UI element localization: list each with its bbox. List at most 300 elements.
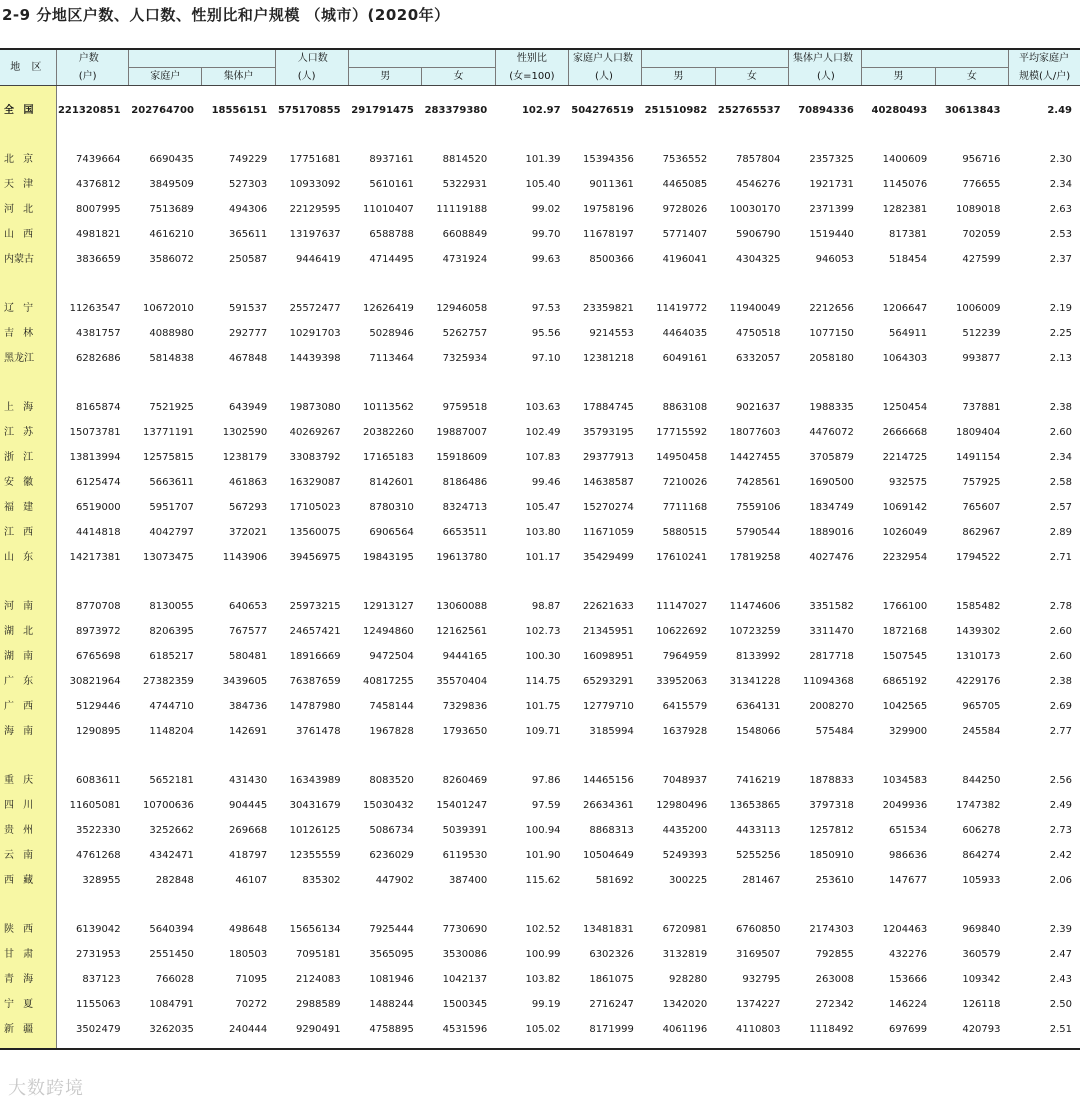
region-name: 北 京	[0, 147, 56, 172]
table-cell: 4061196	[662, 1024, 708, 1035]
table-cell: 13653865	[729, 800, 781, 811]
table-cell: 4196041	[662, 254, 708, 265]
table-cell: 1042137	[442, 974, 488, 985]
table-cell: 3849509	[149, 179, 194, 190]
region-name: 天 津	[0, 172, 56, 197]
table-cell: 10291703	[289, 328, 341, 339]
table-row	[0, 669, 1080, 694]
spacer-row	[0, 272, 1080, 296]
table-cell: 15073781	[69, 427, 121, 438]
table-cell: 97.86	[531, 775, 561, 786]
region-name: 甘 肃	[0, 942, 56, 967]
table-cell: 14439398	[289, 353, 341, 364]
table-cell: 105.40	[525, 179, 561, 190]
table-cell: 7964959	[662, 651, 708, 662]
table-cell: 518454	[889, 254, 928, 265]
table-cell: 2.53	[1049, 229, 1072, 240]
table-cell: 10504649	[582, 850, 634, 861]
table-cell: 4110803	[735, 1024, 781, 1035]
table-cell: 4476072	[809, 427, 854, 438]
table-cell: 6906564	[369, 527, 414, 538]
table-cell: 4464035	[662, 328, 708, 339]
table-cell: 328955	[82, 875, 121, 886]
table-cell: 6765698	[76, 651, 121, 662]
table-cell: 1988335	[809, 402, 854, 413]
table-cell: 737881	[962, 402, 1001, 413]
table-cell: 329900	[889, 726, 928, 737]
table-cell: 767577	[229, 626, 268, 637]
table-cell: 8863108	[662, 402, 708, 413]
region-name: 广 西	[0, 694, 56, 719]
table-cell: 7113464	[369, 353, 414, 364]
table-cell: 17715592	[656, 427, 708, 438]
table-cell: 365611	[229, 229, 268, 240]
table-cell: 8142601	[369, 477, 414, 488]
table-cell: 16343989	[289, 775, 341, 786]
table-cell: 15394356	[582, 154, 634, 165]
table-cell: 14427455	[729, 452, 781, 463]
table-cell: 2357325	[809, 154, 854, 165]
table-cell: 105.02	[525, 1024, 561, 1035]
table-cell: 1793650	[442, 726, 488, 737]
table-row	[0, 222, 1080, 247]
table-cell: 6185217	[149, 651, 194, 662]
table-row	[0, 247, 1080, 272]
table-cell: 8937161	[369, 154, 414, 165]
table-cell: 8165874	[76, 402, 121, 413]
table-cell: 35429499	[582, 552, 634, 563]
table-cell: 12913127	[362, 601, 414, 612]
region-name: 福 建	[0, 495, 56, 520]
table-cell: 5255256	[735, 850, 781, 861]
table-cell: 23359821	[582, 303, 634, 314]
table-cell: 1302590	[222, 427, 268, 438]
table-cell: 1034583	[882, 775, 928, 786]
table-cell: 2.56	[1049, 775, 1072, 786]
table-cell: 8814520	[442, 154, 488, 165]
table-cell: 643949	[229, 402, 268, 413]
table-cell: 18077603	[729, 427, 781, 438]
header-households: 户数	[56, 49, 128, 68]
table-cell: 102.49	[525, 427, 561, 438]
region-name: 湖 南	[0, 644, 56, 669]
table-cell: 33952063	[656, 676, 708, 687]
table-cell: 3185994	[589, 726, 634, 737]
table-cell: 2232954	[882, 552, 928, 563]
table-cell: 1794522	[955, 552, 1001, 563]
table-cell: 15656134	[289, 924, 341, 935]
table-cell: 591537	[229, 303, 268, 314]
table-cell: 281467	[742, 875, 781, 886]
table-cell: 70272	[235, 999, 268, 1010]
table-cell: 5262757	[442, 328, 488, 339]
table-cell: 2049936	[882, 800, 928, 811]
region-name: 山 东	[0, 545, 56, 570]
table-cell: 2.30	[1049, 154, 1072, 165]
table-cell: 1488244	[369, 999, 414, 1010]
header-collective-households: 集体户	[202, 68, 275, 86]
table-cell: 13560075	[289, 527, 341, 538]
table-cell: 6332057	[735, 353, 781, 364]
spacer-row	[0, 570, 1080, 594]
table-cell: 993877	[962, 353, 1001, 364]
table-cell: 4414818	[76, 527, 121, 538]
table-cell: 71095	[235, 974, 268, 985]
table-cell: 6083611	[76, 775, 121, 786]
table-cell: 1585482	[955, 601, 1001, 612]
region-name: 重 庆	[0, 768, 56, 793]
table-cell: 13771191	[143, 427, 194, 438]
table-cell: 4433113	[735, 825, 781, 836]
table-cell: 250587	[229, 254, 268, 265]
table-cell: 40280493	[871, 105, 928, 116]
table-cell: 4758895	[369, 1024, 414, 1035]
table-cell: 4435200	[662, 825, 708, 836]
table-cell: 101.75	[525, 701, 561, 712]
table-cell: 2008270	[809, 701, 854, 712]
table-cell: 25572477	[289, 303, 341, 314]
table-cell: 5610161	[369, 179, 414, 190]
table-cell: 12946058	[436, 303, 488, 314]
table-cell: 384736	[229, 701, 268, 712]
table-cell: 8171999	[589, 1024, 634, 1035]
table-cell: 2.34	[1049, 452, 1072, 463]
table-cell: 221320851	[57, 105, 121, 116]
table-cell: 14638587	[582, 477, 634, 488]
table-cell: 7325934	[442, 353, 488, 364]
table-row	[0, 296, 1080, 321]
table-cell: 3565095	[369, 949, 414, 960]
table-cell: 447902	[375, 875, 414, 886]
table-row	[0, 917, 1080, 942]
region-name: 全 国	[0, 98, 56, 123]
table-cell: 1081946	[369, 974, 414, 985]
data-table	[0, 48, 1080, 1050]
table-cell: 4731924	[442, 254, 488, 265]
table-cell: 2.89	[1049, 527, 1072, 538]
table-cell: 11474606	[729, 601, 781, 612]
table-cell: 757925	[962, 477, 1001, 488]
header-family-pop-male: 男	[642, 68, 715, 86]
table-row	[0, 793, 1080, 818]
table-cell: 27382359	[143, 676, 194, 687]
table-cell: 5880515	[662, 527, 708, 538]
table-cell: 97.53	[531, 303, 561, 314]
table-cell: 3262035	[149, 1024, 194, 1035]
table-cell: 2731953	[76, 949, 121, 960]
region-name: 吉 林	[0, 321, 56, 346]
table-cell: 115.62	[525, 875, 561, 886]
table-cell: 114.75	[525, 676, 561, 687]
table-cell: 12575815	[143, 452, 194, 463]
header-sex-ratio: 性别比	[495, 49, 568, 68]
table-cell: 7329836	[442, 701, 488, 712]
table-row	[0, 868, 1080, 893]
table-cell: 1290895	[76, 726, 121, 737]
table-row	[0, 470, 1080, 495]
table-cell: 2.63	[1049, 204, 1072, 215]
table-cell: 6608849	[442, 229, 488, 240]
table-cell: 9728026	[662, 204, 708, 215]
header-collective-pop: 集体户人口数	[789, 49, 862, 68]
table-cell: 9290491	[296, 1024, 341, 1035]
table-cell: 17105023	[289, 502, 341, 513]
table-cell: 776655	[962, 179, 1001, 190]
table-cell: 99.02	[531, 204, 561, 215]
table-cell: 202764700	[131, 105, 194, 116]
table-cell: 580481	[229, 651, 268, 662]
table-cell: 11419772	[656, 303, 708, 314]
table-cell: 844250	[962, 775, 1001, 786]
region-name: 黑龙江	[0, 346, 56, 371]
table-cell: 19613780	[436, 552, 488, 563]
table-cell: 969840	[962, 924, 1001, 935]
table-cell: 40817255	[362, 676, 414, 687]
table-cell: 30431679	[289, 800, 341, 811]
table-cell: 105.47	[525, 502, 561, 513]
table-cell: 26634361	[582, 800, 634, 811]
table-cell: 2.38	[1049, 402, 1072, 413]
table-cell: 4342471	[149, 850, 194, 861]
table-cell: 7048937	[662, 775, 708, 786]
table-cell: 6282686	[76, 353, 121, 364]
watermark: 大数跨境	[8, 1078, 84, 1099]
header-collective-pop-unit: (人)	[789, 68, 862, 86]
table-cell: 8083520	[369, 775, 414, 786]
table-cell: 1077150	[809, 328, 854, 339]
table-cell: 11605081	[69, 800, 121, 811]
table-cell: 180503	[229, 949, 268, 960]
table-cell: 245584	[962, 726, 1001, 737]
table-cell: 932795	[742, 974, 781, 985]
table-cell: 372021	[229, 527, 268, 538]
table-cell: 5322931	[442, 179, 488, 190]
table-cell: 1042565	[882, 701, 928, 712]
table-cell: 10700636	[143, 800, 194, 811]
table-cell: 6139042	[76, 924, 121, 935]
spacer-row	[0, 893, 1080, 917]
table-cell: 1238179	[222, 452, 268, 463]
table-cell: 35570404	[436, 676, 488, 687]
table-cell: 10030170	[729, 204, 781, 215]
table-cell: 7521925	[149, 402, 194, 413]
region-name: 宁 夏	[0, 992, 56, 1017]
table-cell: 5039391	[442, 825, 488, 836]
table-cell: 702059	[962, 229, 1001, 240]
table-cell: 2.25	[1049, 328, 1072, 339]
table-cell: 98.87	[531, 601, 561, 612]
table-cell: 100.94	[525, 825, 561, 836]
table-cell: 956716	[962, 154, 1001, 165]
table-cell: 16329087	[289, 477, 341, 488]
table-cell: 5663611	[149, 477, 194, 488]
table-cell: 25973215	[289, 601, 341, 612]
table-cell: 15918609	[436, 452, 488, 463]
table-cell: 904445	[229, 800, 268, 811]
region-name: 内蒙古	[0, 247, 56, 272]
header-collective-pop-male: 男	[862, 68, 935, 86]
table-cell: 1519440	[809, 229, 854, 240]
header-family-pop-unit: (人)	[569, 68, 642, 86]
table-cell: 3705879	[809, 452, 854, 463]
table-cell: 6690435	[149, 154, 194, 165]
table-cell: 6865192	[882, 676, 928, 687]
table-cell: 7458144	[369, 701, 414, 712]
table-cell: 1084791	[149, 999, 194, 1010]
table-cell: 20382260	[362, 427, 414, 438]
table-cell: 147677	[889, 875, 928, 886]
table-cell: 2.43	[1049, 974, 1072, 985]
table-cell: 146224	[889, 999, 928, 1010]
table-cell: 3797318	[809, 800, 854, 811]
table-cell: 8007995	[76, 204, 121, 215]
table-cell: 3169507	[735, 949, 781, 960]
table-cell: 4027476	[809, 552, 854, 563]
table-cell: 504276519	[571, 105, 634, 116]
region-name: 云 南	[0, 843, 56, 868]
table-row	[0, 520, 1080, 545]
table-cell: 2.49	[1047, 105, 1072, 116]
table-cell: 2.42	[1049, 850, 1072, 861]
table-cell: 1026049	[882, 527, 928, 538]
region-name: 河 北	[0, 197, 56, 222]
table-cell: 5814838	[149, 353, 194, 364]
table-cell: 11147027	[656, 601, 708, 612]
header-population-female: 女	[422, 68, 495, 86]
table-cell: 697699	[889, 1024, 928, 1035]
table-cell: 6415579	[662, 701, 708, 712]
table-cell: 13197637	[289, 229, 341, 240]
table-cell: 2.60	[1049, 626, 1072, 637]
table-cell: 1310173	[955, 651, 1001, 662]
table-cell: 8770708	[76, 601, 121, 612]
table-cell: 15030432	[362, 800, 414, 811]
table-cell: 512239	[962, 328, 1001, 339]
table-cell: 1250454	[882, 402, 928, 413]
table-cell: 17819258	[729, 552, 781, 563]
table-cell: 6119530	[442, 850, 488, 861]
table-cell: 2.39	[1049, 924, 1072, 935]
region-name: 海 南	[0, 719, 56, 744]
table-cell: 6760850	[735, 924, 781, 935]
table-cell: 6364131	[735, 701, 781, 712]
table-cell: 3530086	[442, 949, 488, 960]
table-cell: 1809404	[955, 427, 1001, 438]
table-cell: 3502479	[76, 1024, 121, 1035]
table-cell: 431430	[229, 775, 268, 786]
region-name: 上 海	[0, 395, 56, 420]
table-cell: 1500345	[442, 999, 488, 1010]
table-cell: 109342	[962, 974, 1001, 985]
table-cell: 1374227	[735, 999, 781, 1010]
table-cell: 11671059	[582, 527, 634, 538]
table-cell: 6588788	[369, 229, 414, 240]
table-row	[0, 545, 1080, 570]
table-cell: 11119188	[436, 204, 488, 215]
table-cell: 30613843	[944, 105, 1001, 116]
table-cell: 18556151	[211, 105, 268, 116]
table-cell: 105933	[962, 875, 1001, 886]
table-cell: 1069142	[882, 502, 928, 513]
table-cell: 749229	[229, 154, 268, 165]
table-cell: 240444	[229, 1024, 268, 1035]
table-cell: 126118	[962, 999, 1001, 1010]
table-cell: 4750518	[735, 328, 781, 339]
table-cell: 6125474	[76, 477, 121, 488]
table-cell: 40269267	[289, 427, 341, 438]
table-cell: 7439664	[76, 154, 121, 165]
table-row	[0, 321, 1080, 346]
table-cell: 11263547	[69, 303, 121, 314]
table-cell: 97.10	[531, 353, 561, 364]
table-cell: 13481831	[582, 924, 634, 935]
table-cell: 651534	[889, 825, 928, 836]
table-cell: 1064303	[882, 353, 928, 364]
table-cell: 6302326	[589, 949, 634, 960]
table-row	[0, 694, 1080, 719]
table-cell: 3351582	[809, 601, 854, 612]
table-cell: 7559106	[735, 502, 781, 513]
table-cell: 1872168	[882, 626, 928, 637]
table-cell: 291791475	[351, 105, 414, 116]
table-cell: 3132819	[662, 949, 708, 960]
table-cell: 29377913	[582, 452, 634, 463]
header-row-2	[0, 68, 1080, 86]
table-cell: 4546276	[735, 179, 781, 190]
table-cell: 31341228	[729, 676, 781, 687]
table-cell: 4531596	[442, 1024, 488, 1035]
table-cell: 14217381	[69, 552, 121, 563]
table-cell: 292777	[229, 328, 268, 339]
region-name: 贵 州	[0, 818, 56, 843]
header-collective-pop-spacer	[862, 49, 1009, 68]
table-cell: 3252662	[149, 825, 194, 836]
table-cell: 1282381	[882, 204, 928, 215]
table-cell: 17751681	[289, 154, 341, 165]
table-cell: 418797	[229, 850, 268, 861]
table-cell: 3586072	[149, 254, 194, 265]
table-row	[0, 942, 1080, 967]
table-cell: 3522330	[76, 825, 121, 836]
table-cell: 11094368	[802, 676, 854, 687]
table-row	[0, 197, 1080, 222]
table-cell: 269668	[229, 825, 268, 836]
table-cell: 1747382	[955, 800, 1001, 811]
table-cell: 817381	[889, 229, 928, 240]
table-cell: 8186486	[442, 477, 488, 488]
table-cell: 7925444	[369, 924, 414, 935]
table-cell: 12162561	[436, 626, 488, 637]
table-cell: 575484	[815, 726, 854, 737]
table-cell: 253610	[815, 875, 854, 886]
table-cell: 102.97	[521, 105, 561, 116]
table-cell: 5086734	[369, 825, 414, 836]
table-cell: 19887007	[436, 427, 488, 438]
table-cell: 18916669	[289, 651, 341, 662]
table-cell: 2.60	[1049, 651, 1072, 662]
table-cell: 252765537	[717, 105, 781, 116]
table-cell: 13813994	[69, 452, 121, 463]
table-cell: 9444165	[442, 651, 488, 662]
table-cell: 1148204	[149, 726, 194, 737]
header-avg-size-unit: 规模(人/户)	[1009, 68, 1080, 86]
table-row	[0, 619, 1080, 644]
table-cell: 4088980	[149, 328, 194, 339]
header-family-pop-spacer	[642, 49, 789, 68]
table-cell: 17884745	[582, 402, 634, 413]
table-cell: 7416219	[735, 775, 781, 786]
table-cell: 8868313	[589, 825, 634, 836]
